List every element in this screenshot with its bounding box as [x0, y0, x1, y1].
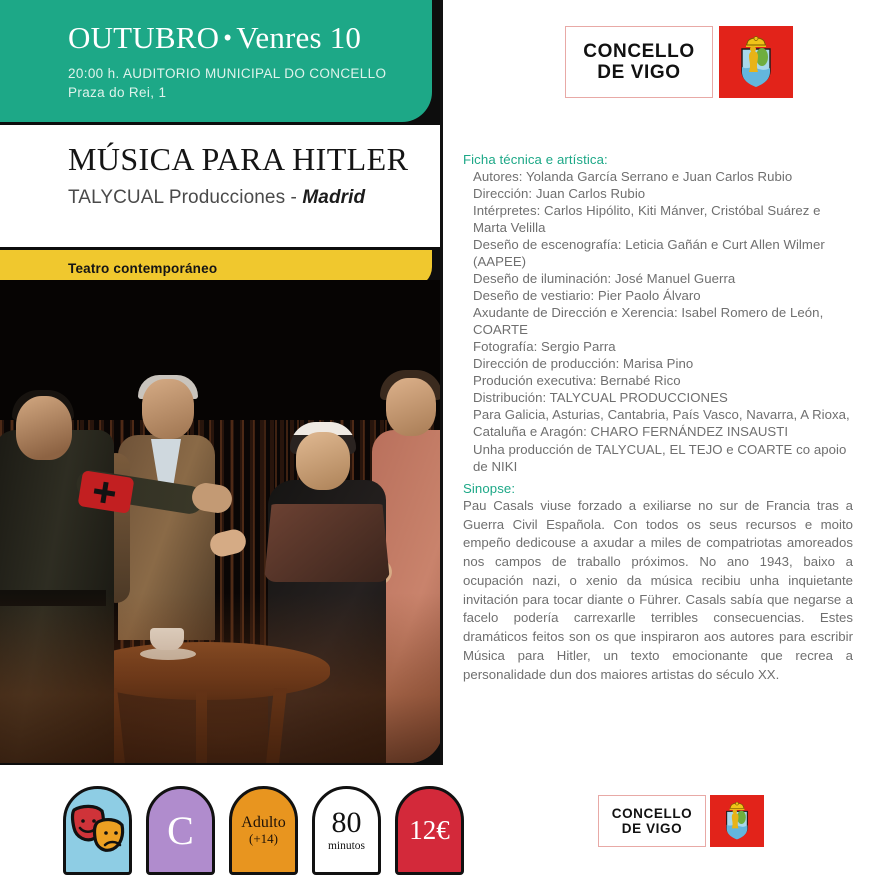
page-title: MÚSICA PARA HITLER [68, 141, 409, 177]
bullet-separator: • [223, 25, 233, 52]
credit-item: Fotografía: Sergio Parra [473, 339, 616, 355]
credit-item: Intérpretes: Carlos Hipólito, Kiti Mánver, Cristóbal Suárez e Marta Velilla [473, 203, 821, 236]
title-block [0, 125, 443, 247]
concello-logo-top [565, 26, 793, 98]
logo-line-1: CONCELLO [611, 805, 693, 821]
credit-item: Produción executiva: Bernabé Rico [473, 373, 681, 389]
company-city: Madrid [302, 186, 366, 208]
logo-line-2: DE VIGO [597, 62, 681, 83]
technical-credits [463, 152, 855, 475]
badge-theatre-masks [63, 786, 132, 875]
address-line: Praza do Rei, 1 [68, 85, 167, 101]
head [296, 432, 350, 490]
date-header [0, 0, 432, 122]
weekday-date-label: Venres 10 [236, 20, 362, 55]
credit-item: Distribución: TALYCUAL PRODUCCIONES [473, 390, 728, 406]
badge-audience [229, 786, 298, 875]
badge-price [395, 786, 464, 875]
audience-label: Adulto [241, 814, 286, 832]
company-name: TALYCUAL Producciones - [68, 186, 303, 208]
credit-item: Dirección: Juan Carlos Rubio [473, 186, 646, 202]
armband-emblem-icon [92, 480, 116, 504]
duration-text [328, 808, 365, 853]
duration-value: 80 [331, 806, 362, 840]
right-column [455, 0, 855, 875]
duration-unit: minutos [327, 840, 366, 853]
credit-item: Unha producción de TALYCUAL, EL TEJO e COARTE co apoio de NIKI [473, 441, 847, 474]
column-divider [440, 0, 443, 765]
credits-list [463, 168, 855, 475]
synopsis-heading: Sinopse: [463, 481, 516, 496]
credits-heading: Ficha técnica e artística: [463, 152, 608, 167]
month-label: OUTUBRO [68, 20, 220, 55]
genre-label: Teatro contemporáneo [68, 261, 218, 276]
production-photo [0, 280, 443, 763]
date-line [68, 22, 432, 55]
concello-logo-bottom [598, 795, 764, 847]
venue-line: 20:00 h. AUDITORIO MUNICIPAL DO CONCELLO [68, 65, 387, 81]
venue-info [68, 64, 432, 103]
head [386, 378, 436, 436]
stage-floor-glow [0, 593, 443, 763]
credit-item: Deseño de vestiario: Pier Paolo Álvaro [473, 288, 701, 304]
credit-item: Para Galicia, Asturias, Cantabria, País Vasco, Navarra, A Rioxa, Cataluña e Aragón: CHARO FERNÁNDEZ INSAUSTI [473, 407, 850, 440]
synopsis-text: Pau Casals viuse forzado a exiliarse no sur de Francia tras a Guerra Civil Española. Con todos os seus recursos e moito empeño dedicouse a axudar a miles de compatriotas amoreados nos campos de traballo próximos. No ano 1943, baixo a ocupación nazi, o xenio da música recibiu unha inquietante invitación para tocar diante o Führer. Casals sabía que negarse a facelo podería carrexarlle terribles consecuencias. Estes dramáticos feitos son os que inspiraron aos autores para escribir Música para Hitler, un texto emocionante que recrea a personalidade dun dos maiores artistas do século XX. [463, 498, 853, 682]
info-badges [63, 786, 464, 875]
credit-item: Axudante de Dirección e Xerencia: Isabel Romero de León, COARTE [473, 305, 824, 338]
price-value: 12€ [409, 815, 450, 845]
logo-line-2: DE VIGO [621, 821, 683, 836]
logo-wordmark [598, 795, 706, 847]
logo-line-1: CONCELLO [583, 40, 695, 62]
head [142, 379, 194, 439]
theatre-masks-icon [68, 804, 128, 858]
credit-item: Autores: Yolanda García Serrano e Juan Carlos Rubio [473, 169, 793, 184]
shawl [264, 504, 390, 582]
vigo-crest-icon [710, 795, 764, 847]
synopsis-section [463, 481, 853, 684]
head [16, 396, 72, 460]
credit-item: Deseño de iluminación: José Manuel Guerra [473, 271, 736, 287]
badge-category [146, 786, 215, 875]
audience-text [241, 815, 285, 845]
credit-item: Deseño de escenografía: Leticia Gañán e Curt Allen Wilmer (AAPEE) [473, 237, 825, 270]
company-line [68, 187, 443, 209]
credit-item: Dirección de producción: Marisa Pino [473, 356, 694, 372]
vigo-crest-icon [719, 26, 793, 98]
audience-age: (+14) [248, 831, 278, 847]
logo-wordmark [565, 26, 713, 98]
badge-duration [312, 786, 381, 875]
category-letter: C [167, 807, 194, 853]
